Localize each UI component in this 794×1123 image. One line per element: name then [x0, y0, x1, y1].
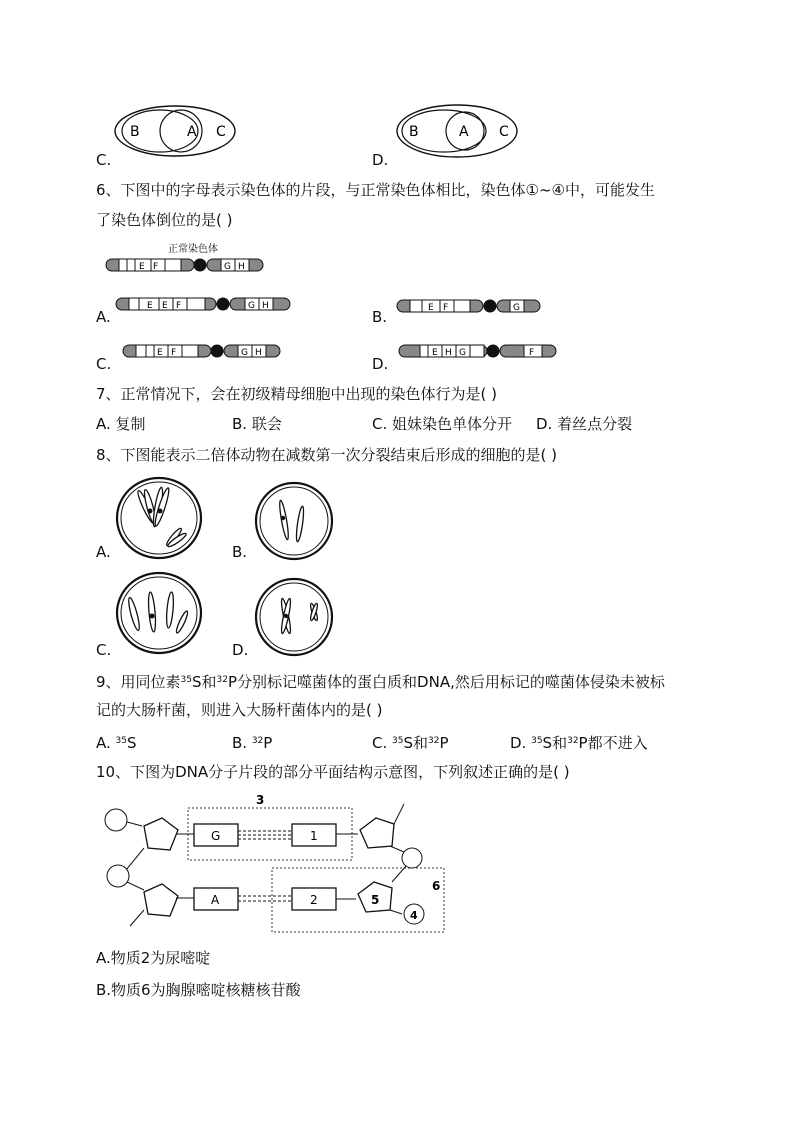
q9-sulfur-mass: 35	[180, 675, 192, 685]
q10-option-a: A.物质2为尿嘧啶	[96, 949, 211, 967]
label-5: 5	[371, 893, 380, 907]
c-letter-1: E	[157, 348, 163, 358]
q9-option-c: C. $^{35}$S和$^{32}$P	[372, 734, 449, 752]
q8-stem: 8、下图能表示二倍体动物在减数第一次分裂结束后形成的细胞的是( )	[96, 446, 558, 464]
a-letter-4: G	[248, 301, 255, 311]
venn-d-c-text: C	[499, 124, 509, 140]
normal-centromere	[194, 259, 207, 272]
q7-option-d: D. 着丝点分裂	[536, 415, 633, 433]
b-letter-3: G	[513, 303, 520, 313]
label-3: 3	[256, 793, 265, 807]
a-letter-3: F	[176, 301, 182, 311]
q9-sulfur-symbol: S	[192, 673, 202, 691]
q9-option-b: B. $^{32}$P	[232, 734, 273, 752]
a-letter-1: E	[147, 301, 153, 311]
label-4: 4	[410, 909, 418, 922]
q6-option-a-label: A.	[96, 308, 111, 326]
base-1-text: 1	[310, 829, 318, 843]
q6-chromosome-c	[122, 342, 282, 362]
q10-dna-diagram	[96, 790, 456, 938]
q5-venn-c	[112, 104, 242, 160]
cell-a-chromosomes	[136, 487, 188, 549]
normal-chromosome-label: 正常染色体	[168, 244, 218, 255]
q5-option-c-label: C.	[96, 151, 112, 169]
d-letter-4: F	[529, 348, 535, 358]
a-letter-5: H	[262, 301, 269, 311]
c-letter-2: F	[171, 348, 177, 358]
q9-stem-post: 分别标记噬菌体的蛋白质和DNA,然后用标记的噬菌体侵染未被标	[237, 673, 665, 691]
venn-d-a-text: A	[459, 124, 469, 140]
q10-option-b: B.物质6为胸腺嘧啶核糖核苷酸	[96, 981, 301, 999]
q6-stem-line2: 了染色体倒位的是( )	[96, 211, 233, 229]
d-letter-2: H	[445, 348, 452, 358]
q7-option-a: A. 复制	[96, 415, 146, 433]
q6-option-d-label: D.	[372, 355, 389, 373]
q9-option-a: A. $^{35}$S	[96, 734, 137, 752]
q9-phosphorus-mass: 32	[216, 675, 228, 685]
normal-letter-h: H	[238, 262, 245, 272]
q9-stem-line1	[96, 670, 665, 692]
c-letter-4: H	[255, 348, 262, 358]
cell-b-chromosomes	[278, 500, 305, 542]
d-letter-3: G	[459, 348, 466, 358]
q8-option-d-label: D.	[232, 641, 249, 659]
q8-cell-d	[254, 576, 334, 658]
q7-option-b: B. 联会	[232, 415, 282, 433]
q9-stem-line2: 记的大肠杆菌，则进入大肠杆菌体内的是( )	[96, 701, 383, 719]
a-letter-2: E	[162, 301, 168, 311]
normal-letter-f: F	[153, 262, 159, 272]
q9-stem-pre: 9、用同位素	[96, 673, 181, 691]
phosphate-mid-left	[107, 865, 129, 887]
q6-option-b-label: B.	[372, 308, 388, 326]
q6-option-c-label: C.	[96, 355, 112, 373]
normal-letter-g: G	[224, 262, 231, 272]
q9-and: 和	[201, 673, 217, 691]
d-letter-1: E	[432, 348, 438, 358]
q6-chromosome-b	[396, 297, 542, 317]
q9-option-d: D. $^{35}$S和$^{32}$P都不进入	[510, 734, 648, 752]
q10-stem: 10、下图为DNA分子片段的部分平面结构示意图，下列叙述正确的是( )	[96, 763, 570, 781]
b-letter-1: E	[428, 303, 434, 313]
cell-c-chromosomes	[127, 592, 190, 634]
phosphate-top-left	[105, 809, 127, 831]
q6-chromosome-d	[398, 342, 558, 362]
venn-c-c-text: C	[216, 124, 226, 140]
base-a-text: A	[211, 893, 220, 907]
venn-d-b-text: B	[409, 124, 419, 140]
venn-c-b-text: B	[130, 124, 140, 140]
normal-chromosome	[105, 256, 265, 276]
base-g-text: G	[211, 829, 221, 843]
sugar-top-right	[360, 818, 394, 848]
q6-stem-line1: 6、下图中的字母表示染色体的片段，与正常染色体相比，染色体①~④中，可能发生	[96, 181, 656, 199]
q8-cell-b	[254, 480, 334, 562]
sugar-top-left	[144, 818, 178, 850]
venn-c-a-text: A	[187, 124, 197, 140]
q7-stem: 7、正常情况下，会在初级精母细胞中出现的染色体行为是( )	[96, 385, 498, 403]
sugar-bottom-left	[144, 884, 178, 916]
c-letter-3: G	[241, 348, 248, 358]
q8-cell-c	[114, 570, 204, 656]
base-2-text: 2	[310, 893, 318, 907]
q6-chromosome-a	[115, 295, 293, 315]
phosphate-right	[402, 848, 422, 868]
q8-option-c-label: C.	[96, 641, 112, 659]
q5-option-d-label: D.	[372, 151, 389, 169]
q5-venn-d	[395, 103, 523, 161]
normal-letter-e: E	[139, 262, 145, 272]
q9-phosphorus-symbol: P	[228, 673, 238, 691]
normal-band-left	[119, 259, 181, 271]
q7-option-c: C. 姐妹染色单体分开	[372, 415, 513, 433]
q8-cell-a	[114, 475, 206, 561]
label-6: 6	[432, 879, 441, 893]
q8-option-b-label: B.	[232, 543, 248, 561]
q8-option-a-label: A.	[96, 543, 111, 561]
b-letter-2: F	[443, 303, 449, 313]
